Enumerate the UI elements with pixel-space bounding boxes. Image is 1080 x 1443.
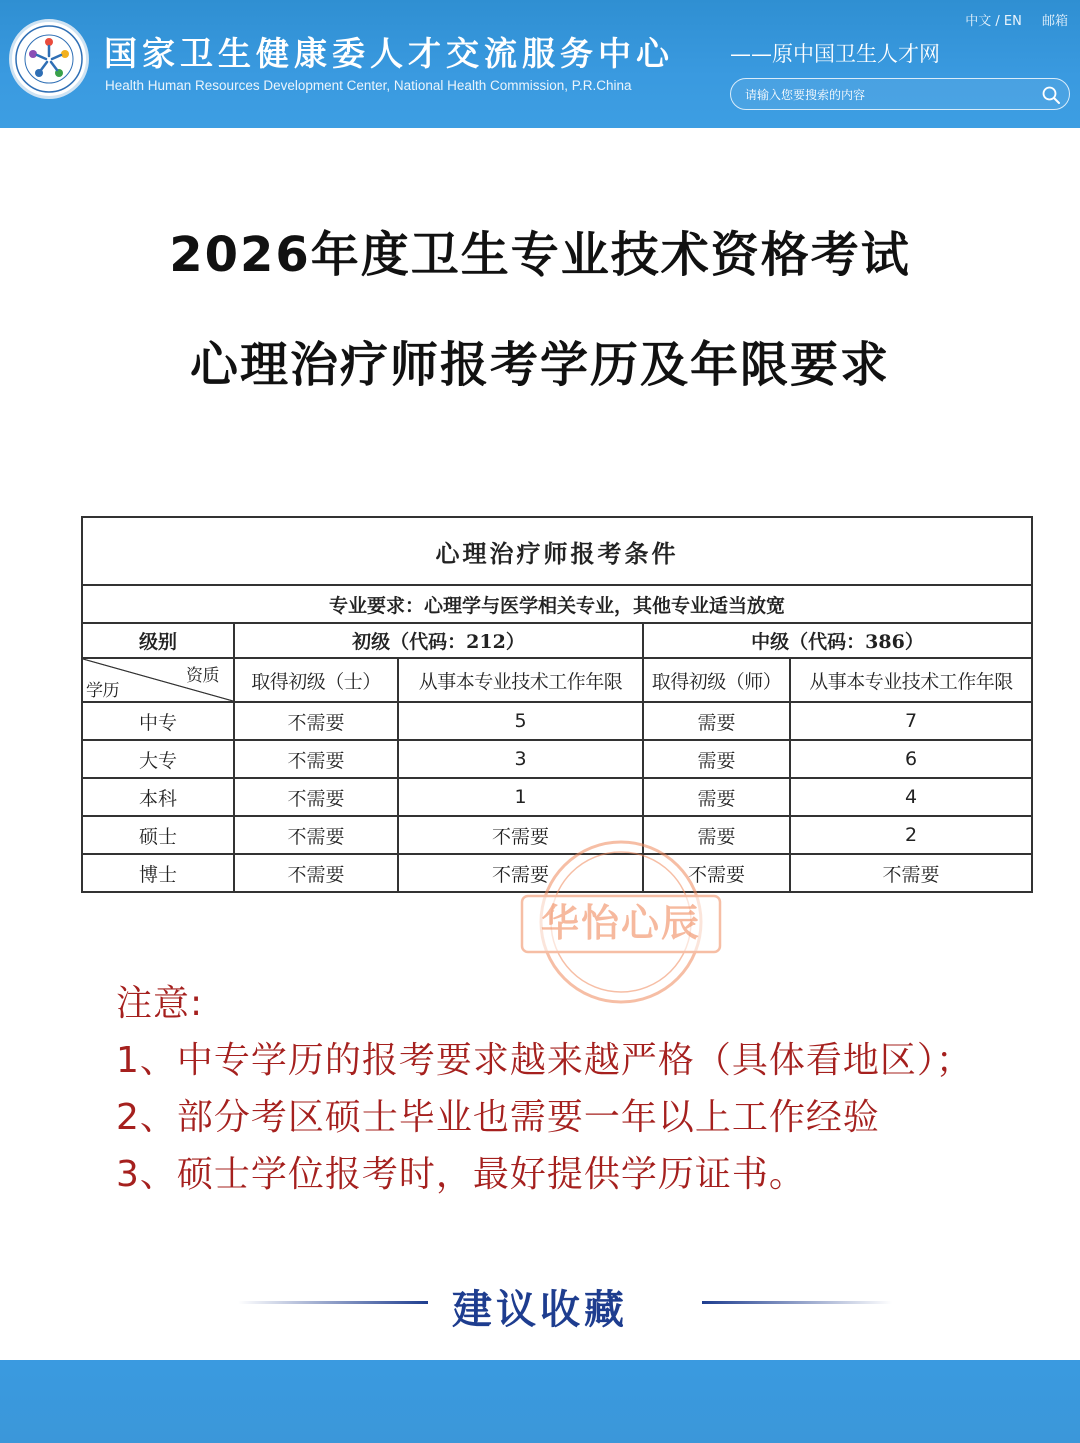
org-name-en: Health Human Resources Development Center, National Health Commission, P.R.China bbox=[105, 78, 632, 93]
diagonal-header-cell bbox=[82, 658, 234, 702]
education-cell: 硕士 bbox=[82, 816, 234, 854]
diag-education-label: 学历 bbox=[86, 681, 119, 701]
footer-tagline: 建议收藏 bbox=[452, 1287, 628, 1333]
org-logo[interactable] bbox=[9, 19, 89, 99]
level-header: 级别 bbox=[82, 623, 234, 658]
sub-header-intermediate-cert: 取得初级（师） bbox=[643, 658, 790, 702]
table-cell: 3 bbox=[398, 740, 643, 778]
intermediate-level-header: 中级（代码：386） bbox=[643, 623, 1032, 658]
table-caption: 心理治疗师报考条件 bbox=[82, 517, 1032, 585]
table-cell: 不需要 bbox=[234, 778, 398, 816]
table-cell: 需要 bbox=[643, 778, 790, 816]
top-links bbox=[949, 10, 1068, 29]
page-title-line1: 2026年度卫生专业技术资格考试 bbox=[169, 227, 911, 283]
site-subtitle: ——原中国卫生人才网 bbox=[730, 42, 940, 66]
education-cell: 大专 bbox=[82, 740, 234, 778]
sub-header-intermediate-years: 从事本专业技术工作年限 bbox=[790, 658, 1032, 702]
table-cell: 需要 bbox=[643, 740, 790, 778]
diag-qualification-label: 资质 bbox=[186, 666, 219, 686]
bottom-bar bbox=[0, 1360, 1080, 1443]
table-cell: 5 bbox=[398, 702, 643, 740]
table-cell: 需要 bbox=[643, 702, 790, 740]
table-cell: 不需要 bbox=[790, 854, 1032, 892]
search-icon[interactable] bbox=[1041, 85, 1061, 105]
watermark-text: 华怡心辰 bbox=[540, 901, 702, 945]
sub-header-junior-cert: 取得初级（士） bbox=[234, 658, 398, 702]
search-input[interactable] bbox=[743, 84, 1037, 106]
table-cell: 7 bbox=[790, 702, 1032, 740]
table-cell: 不需要 bbox=[234, 702, 398, 740]
search-box bbox=[730, 78, 1070, 110]
footer-divider-right bbox=[702, 1301, 892, 1304]
major-requirement: 专业要求：心理学与医学相关专业，其他专业适当放宽 bbox=[82, 585, 1032, 623]
note-item: 3、硕士学位报考时，最好提供学历证书。 bbox=[116, 1154, 806, 1195]
table-row bbox=[82, 702, 1032, 740]
mail-link[interactable]: 邮箱 bbox=[1041, 14, 1068, 29]
note-item: 1、中专学历的报考要求越来越严格（具体看地区）； bbox=[116, 1040, 973, 1081]
table-cell: 4 bbox=[790, 778, 1032, 816]
language-switch-link[interactable]: 中文 / EN bbox=[965, 14, 1022, 29]
note-item: 2、部分考区硕士毕业也需要一年以上工作经验 bbox=[116, 1097, 880, 1138]
requirements-table bbox=[81, 516, 1033, 893]
table-cell: 不需要 bbox=[398, 854, 643, 892]
junior-level-header: 初级（代码：212） bbox=[234, 623, 643, 658]
sub-header-junior-years: 从事本专业技术工作年限 bbox=[398, 658, 643, 702]
table-cell: 需要 bbox=[643, 816, 790, 854]
notes-section bbox=[116, 975, 973, 1203]
table-row bbox=[82, 740, 1032, 778]
table-row bbox=[82, 778, 1032, 816]
education-cell: 中专 bbox=[82, 702, 234, 740]
requirements-table-container bbox=[81, 516, 1031, 888]
table-cell: 6 bbox=[790, 740, 1032, 778]
table-cell: 不需要 bbox=[234, 854, 398, 892]
org-name-cn: 国家卫生健康委人才交流服务中心 bbox=[104, 34, 674, 73]
table-cell: 不需要 bbox=[398, 816, 643, 854]
logo-emblem-icon bbox=[12, 22, 86, 96]
table-cell: 1 bbox=[398, 778, 643, 816]
education-cell: 博士 bbox=[82, 854, 234, 892]
education-cell: 本科 bbox=[82, 778, 234, 816]
table-cell: 2 bbox=[790, 816, 1032, 854]
table-cell: 不需要 bbox=[234, 816, 398, 854]
site-header bbox=[0, 0, 1080, 128]
table-cell: 不需要 bbox=[643, 854, 790, 892]
table-cell: 不需要 bbox=[234, 740, 398, 778]
page-title-line2: 心理治疗师报考学历及年限要求 bbox=[189, 337, 890, 393]
notes-heading: 注意: bbox=[116, 983, 204, 1024]
